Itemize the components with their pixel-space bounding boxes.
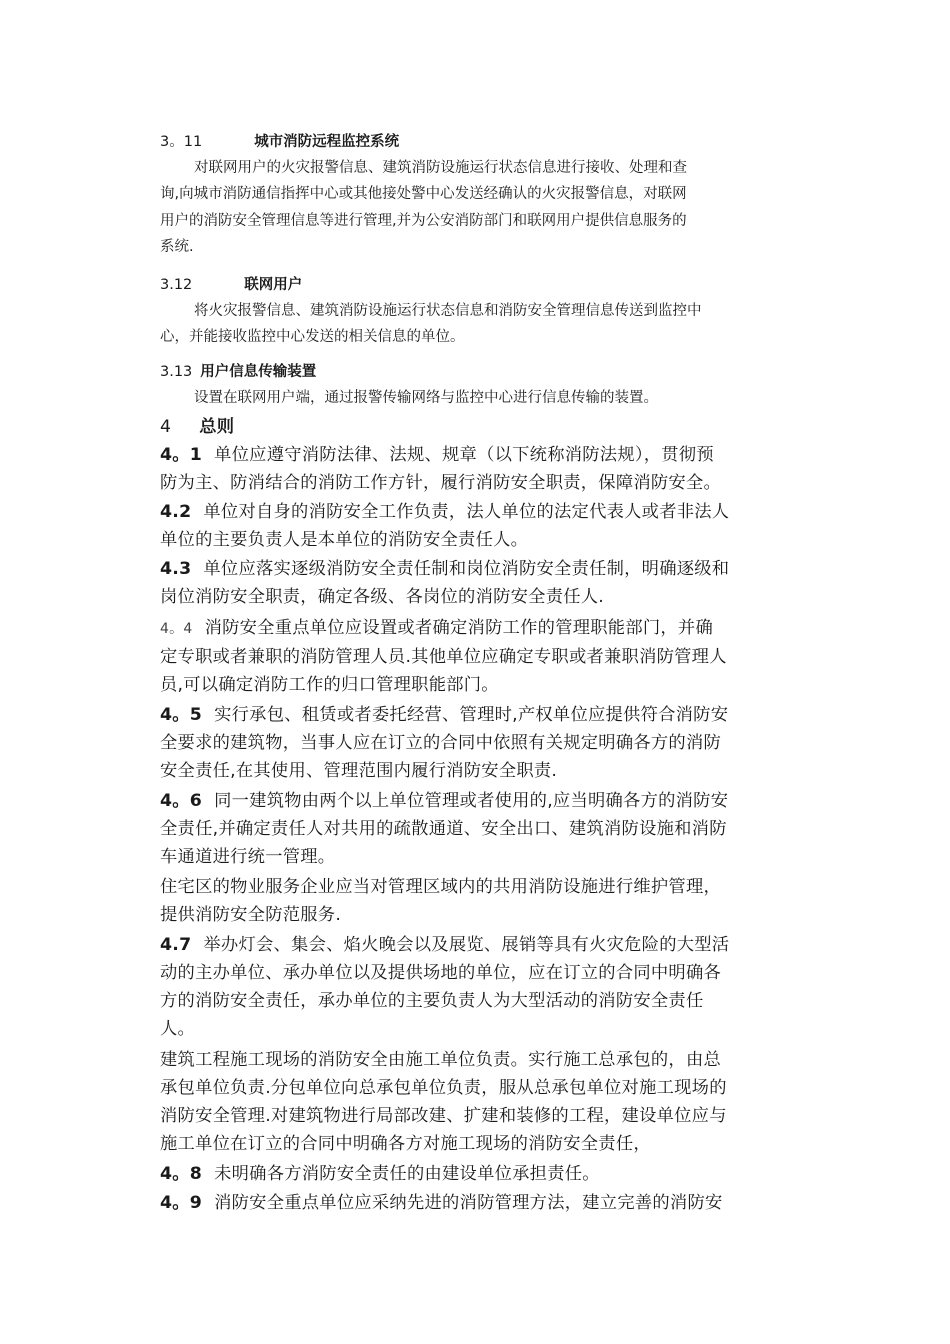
section-3-13-heading	[160, 359, 792, 385]
chapter-number: 4	[160, 417, 172, 437]
section-text: 同一建筑物由两个以上单位管理或者使用的,应当明确各方的消防安	[214, 791, 729, 811]
text-line: 车通道进行统一管理。	[160, 847, 336, 867]
chapter-title: 总则	[199, 417, 235, 437]
text-line	[160, 555, 792, 583]
text-line	[160, 931, 792, 959]
text-line: 人。	[160, 1019, 196, 1039]
section-3-12-body	[160, 298, 792, 351]
section-number: 4。6	[160, 791, 203, 811]
text-line: 系统.	[160, 238, 194, 255]
text-line: 定专职或者兼职的消防管理人员.其他单位应确定专职或者兼职消防管理人	[160, 647, 727, 667]
text-line	[160, 441, 792, 469]
section-text: 消防安全重点单位应设置或者确定消防工作的管理职能部门，并确	[204, 618, 713, 638]
section-number: 4.7	[160, 935, 192, 955]
text-line: 设置在联网用户端，通过报警传输网络与监控中心进行信息传输的装置。	[194, 390, 658, 406]
text-line: 提供消防安全防范服务.	[160, 905, 342, 925]
section-4-2	[160, 498, 792, 554]
chapter-4-heading	[160, 413, 792, 441]
section-number: 4.3	[160, 559, 192, 579]
text-line: 用户的消防安全管理信息等进行管理,并为公安消防部门和联网用户提供信息服务的	[160, 212, 687, 229]
text-line: 全责任,并确定责任人对共用的疏散通道、安全出口、建筑消防设施和消防	[160, 819, 727, 839]
text-line: 住宅区的物业服务企业应当对管理区域内的共用消防设施进行维护管理，	[160, 877, 722, 897]
text-line	[160, 498, 792, 526]
section-text: 实行承包、租赁或者委托经营、管理时,产权单位应提供符合消防安	[214, 705, 729, 725]
text-line: 消防安全管理.对建筑物进行局部改建、扩建和装修的工程，建设单位应与	[160, 1106, 727, 1126]
section-text: 单位应遵守消防法律、法规、规章（以下统称消防法规），贯彻预	[214, 445, 714, 465]
section-text: 单位对自身的消防安全工作负责，法人单位的法定代表人或者非法人	[203, 502, 730, 522]
text-line: 将火灾报警信息、建筑消防设施运行状态信息和消防安全管理信息传送到监控中	[194, 303, 702, 319]
section-4-3	[160, 555, 792, 611]
text-line: 建筑工程施工现场的消防安全由施工单位负责。实行施工总承包的，由总	[160, 1050, 722, 1070]
text-line	[160, 1160, 792, 1188]
text-line: 员,可以确定消防工作的归口管理职能部门。	[160, 675, 499, 695]
section-3-11-body	[160, 155, 792, 260]
text-line	[160, 701, 792, 729]
section-3-11-heading	[160, 129, 792, 155]
text-line: 安全责任,在其使用、管理范围内履行消防安全职责.	[160, 761, 558, 781]
section-title: 城市消防远程监控系统	[254, 134, 400, 150]
text-line: 对联网用户的火灾报警信息、建筑消防设施运行状态信息进行接收、处理和查	[194, 160, 687, 176]
section-4-7	[160, 931, 792, 1043]
section-text: 举办灯会、集会、焰火晚会以及展览、展销等具有火灾危险的大型活	[203, 935, 730, 955]
section-4-7-paragraph-2	[160, 1046, 792, 1158]
section-number: 3.12	[160, 277, 193, 293]
text-line	[160, 1189, 792, 1217]
section-number: 4。4	[160, 621, 193, 637]
section-4-9	[160, 1189, 792, 1217]
text-line: 承包单位负责.分包单位向总承包单位负责，服从总承包单位对施工现场的	[160, 1078, 727, 1098]
section-number: 4。5	[160, 705, 203, 725]
text-line: 全要求的建筑物，当事人应在订立的合同中依照有关规定明确各方的消防	[160, 733, 722, 753]
section-number: 3.13	[160, 364, 193, 380]
section-text: 单位应落实逐级消防安全责任制和岗位消防安全责任制，明确逐级和	[203, 559, 730, 579]
section-4-8	[160, 1160, 792, 1188]
text-line: 单位的主要负责人是本单位的消防安全责任人。	[160, 530, 529, 550]
section-4-1	[160, 441, 792, 497]
section-3-13-body	[160, 385, 792, 411]
section-4-6-paragraph-2	[160, 873, 792, 929]
text-line: 询,向城市消防通信指挥中心或其他接处警中心发送经确认的火灾报警信息，对联网	[160, 186, 687, 203]
section-number: 4。1	[160, 445, 203, 465]
text-line: 动的主办单位、承办单位以及提供场地的单位，应在订立的合同中明确各	[160, 963, 722, 983]
section-title: 联网用户	[244, 277, 303, 293]
section-number: 4.2	[160, 502, 192, 522]
text-line: 心，并能接收监控中心发送的相关信息的单位。	[160, 329, 465, 346]
section-text: 消防安全重点单位应采纳先进的消防管理方法，建立完善的消防安	[214, 1193, 723, 1213]
section-number: 4。8	[160, 1164, 203, 1184]
text-line: 方的消防安全责任，承办单位的主要负责人为大型活动的消防安全责任	[160, 991, 704, 1011]
text-line	[160, 787, 792, 815]
section-4-5	[160, 701, 792, 785]
text-line: 防为主、防消结合的消防工作方针，履行消防安全职责，保障消防安全。	[160, 473, 722, 493]
text-line: 施工单位在订立的合同中明确各方对施工现场的消防安全责任，	[160, 1134, 651, 1154]
section-4-6	[160, 787, 792, 871]
text-line: 岗位消防安全职责，确定各级、各岗位的消防安全责任人.	[160, 587, 605, 607]
section-title: 用户信息传输装置	[200, 364, 317, 380]
section-text: 未明确各方消防安全责任的由建设单位承担责任。	[214, 1164, 600, 1184]
section-4-4	[160, 614, 792, 699]
section-3-12-heading	[160, 272, 792, 298]
section-number: 3。11	[160, 134, 203, 150]
text-line	[160, 614, 792, 643]
section-number: 4。9	[160, 1193, 203, 1213]
